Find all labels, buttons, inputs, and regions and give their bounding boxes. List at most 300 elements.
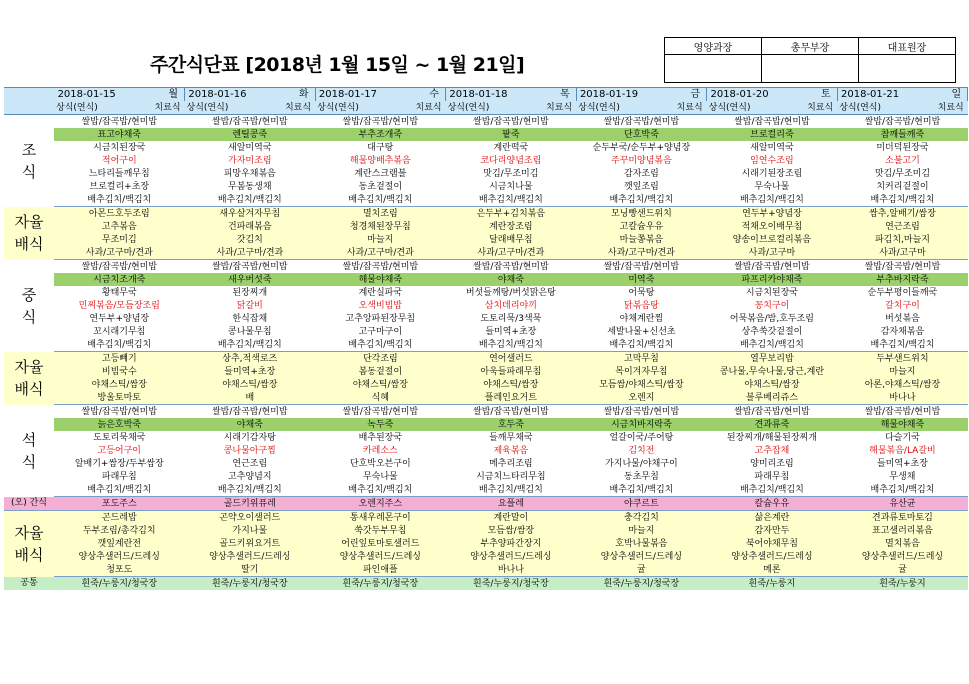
dinner-item: 늙은호박죽 [54, 418, 185, 431]
breakfast-item: 계란스크램블 [315, 167, 446, 180]
lunch-item: 민찌볶음/모듬장조림 [54, 299, 185, 312]
therapy-diet-label: 치료식 [511, 101, 576, 115]
snack1-item: 은두부+김치볶음 [446, 207, 577, 221]
common-item: 흰죽/누룽지/청국장 [315, 577, 446, 591]
breakfast-item: 렌틸콩죽 [185, 128, 316, 141]
snack1-item: 양송이브로컬리볶음 [707, 233, 838, 246]
therapy-diet-label: 치료식 [902, 101, 967, 115]
breakfast-row [4, 128, 968, 141]
dinner-item: 시금치느타리무침 [446, 470, 577, 483]
dinner-item: 해물볶음/LA갈비 [837, 444, 968, 457]
snack3-item: 청포도 [54, 563, 185, 577]
dinner-item: 연근조림 [185, 457, 316, 470]
lunch-item: 닭갈비 [185, 299, 316, 312]
dinner-item: 카레소스 [315, 444, 446, 457]
snack2-item: 비빔국수 [54, 365, 185, 378]
day-date: 2018-01-20 [707, 88, 772, 102]
breakfast-item: 쌀밥/잡곡밥/현미밥 [446, 115, 577, 129]
dinner-item: 동초무침 [576, 470, 707, 483]
day-of-week: 일 [902, 88, 967, 102]
dinner-row [4, 483, 968, 497]
dinner-item: 쌀밥/잡곡밥/현미밥 [837, 405, 968, 419]
dinner-row [4, 418, 968, 431]
snack1-item: 사과/고구마 [707, 246, 838, 260]
snack1-item: 달래배무침 [446, 233, 577, 246]
snack3-item: 호박나물볶음 [576, 537, 707, 550]
regular-diet-label: 상식(연식) [576, 101, 641, 115]
snack1-item: 고칼슘우유 [576, 220, 707, 233]
lunch-row [4, 286, 968, 299]
breakfast-item: 참깨들깨죽 [837, 128, 968, 141]
snack2-item: 두부샌드위치 [837, 352, 968, 366]
day-date: 2018-01-21 [837, 88, 902, 102]
snack3-item: 충각김치 [576, 511, 707, 525]
afternoon-item: 골드키위퓨레 [185, 497, 316, 511]
snack3-item: 파인애플 [315, 563, 446, 577]
corner-cell [4, 101, 54, 115]
breakfast-row [4, 154, 968, 167]
dinner-item: 무생채 [837, 470, 968, 483]
snack3-item: 모듬쌈/쌈장 [446, 524, 577, 537]
breakfast-item: 팥죽 [446, 128, 577, 141]
lunch-label: 중 식 [4, 260, 54, 352]
lunch-item: 황태무국 [54, 286, 185, 299]
snack1-row [4, 220, 968, 233]
snack2-item: 야채스틱/쌈장 [315, 378, 446, 391]
breakfast-label: 조 식 [4, 115, 54, 207]
snack2-row [4, 391, 968, 405]
approval-label: 대표원장 [859, 38, 956, 55]
dinner-item: 고등어구이 [54, 444, 185, 457]
snack2-item: 아론,야채스틱/쌈장 [837, 378, 968, 391]
diet-type-row [4, 101, 968, 115]
snack2-item: 바나나 [837, 391, 968, 405]
snack2-item: 야채스틱/쌈장 [54, 378, 185, 391]
approval-box [664, 37, 956, 83]
therapy-diet-label: 치료식 [119, 101, 184, 115]
breakfast-item: 임연수조림 [707, 154, 838, 167]
dinner-item: 배추김치/백김치 [576, 483, 707, 497]
lunch-item: 시금치조개죽 [54, 273, 185, 286]
breakfast-item: 순두부국/순두부+양념장 [576, 141, 707, 154]
day-date: 2018-01-16 [185, 88, 250, 102]
lunch-item: 배추김치/백김치 [185, 338, 316, 352]
day-date: 2018-01-18 [446, 88, 511, 102]
dinner-item: 콩나물아구찜 [185, 444, 316, 457]
snack3-item: 딸기 [185, 563, 316, 577]
snack3-item: 곤약오이샐러드 [185, 511, 316, 525]
dinner-item: 시래기감자탕 [185, 431, 316, 444]
breakfast-item: 쌀밥/잡곡밥/현미밥 [707, 115, 838, 129]
snack2-item: 고막무침 [576, 352, 707, 366]
day-of-week: 금 [641, 88, 706, 102]
menu-table [4, 87, 968, 590]
dinner-label: 석 식 [4, 405, 54, 497]
snack3-row [4, 524, 968, 537]
breakfast-item: 감자조림 [576, 167, 707, 180]
therapy-diet-label: 치료식 [380, 101, 445, 115]
page-title: 주간식단표 [2018년 1월 15일 ~ 1월 21일] [150, 54, 525, 76]
lunch-row [4, 260, 968, 274]
lunch-item: 배추김치/백김치 [837, 338, 968, 352]
dinner-item: 양미리조림 [707, 457, 838, 470]
dinner-row [4, 431, 968, 444]
dinner-item: 도토리묵채국 [54, 431, 185, 444]
dinner-item: 배추된장국 [315, 431, 446, 444]
dinner-item: 배추김치/백김치 [707, 483, 838, 497]
dinner-item: 메추리조림 [446, 457, 577, 470]
breakfast-item: 배추김치/백김치 [446, 193, 577, 207]
breakfast-item: 새알미역국 [707, 141, 838, 154]
lunch-item: 순두부평이들깨국 [837, 286, 968, 299]
breakfast-item: 느타리들깨무침 [54, 167, 185, 180]
snack3-item: 어린잎토마토샐러드 [315, 537, 446, 550]
snack3-item: 견과류토마토김 [837, 511, 968, 525]
common-label: 공통 [4, 577, 54, 591]
snack1-item: 무조미김 [54, 233, 185, 246]
dinner-item: 고추잡채 [707, 444, 838, 457]
snack1-label: 자율 배식 [4, 207, 54, 260]
breakfast-item: 배추김치/백김치 [837, 193, 968, 207]
snack2-item: 상추,적색로즈 [185, 352, 316, 366]
snack1-item: 파김치,마늘지 [837, 233, 968, 246]
breakfast-item: 쌀밥/잡곡밥/현미밥 [185, 115, 316, 129]
breakfast-item: 깻잎조림 [576, 180, 707, 193]
snack1-item: 사과/고구마/견과 [185, 246, 316, 260]
snack3-item: 계란말이 [446, 511, 577, 525]
snack3-item: 감자만두 [707, 524, 838, 537]
day-date: 2018-01-15 [54, 88, 119, 102]
breakfast-item: 브로컬리+초장 [54, 180, 185, 193]
lunch-item: 배추김치/백김치 [446, 338, 577, 352]
snack1-item: 새우살겨자무침 [185, 207, 316, 221]
snack3-item: 양상추샐러드/드레싱 [707, 550, 838, 563]
approval-sign-cell[interactable] [859, 55, 956, 83]
dinner-item: 야채죽 [185, 418, 316, 431]
snack1-item: 사과/고구마 [837, 246, 968, 260]
snack3-item: 양상추샐러드/드레싱 [837, 550, 968, 563]
breakfast-item: 맛김/무조미김 [837, 167, 968, 180]
lunch-item: 쌀밥/잡곡밥/현미밥 [707, 260, 838, 274]
snack2-item: 아욱들파래무침 [446, 365, 577, 378]
lunch-item: 들미역+초장 [446, 325, 577, 338]
snack3-item: 가지나물 [185, 524, 316, 537]
breakfast-item: 치커리겉절이 [837, 180, 968, 193]
dinner-item: 배추김치/백김치 [185, 483, 316, 497]
afternoon-item: 요플레 [446, 497, 577, 511]
common-item: 흰죽/누룽지/청국장 [576, 577, 707, 591]
snack3-row [4, 511, 968, 525]
dinner-item: 얼갈이국/주어탕 [576, 431, 707, 444]
dinner-item: 호두죽 [446, 418, 577, 431]
approval-label: 영양과장 [665, 38, 762, 55]
regular-diet-label: 상식(연식) [707, 101, 772, 115]
snack3-item: 양상추샐러드/드레싱 [576, 550, 707, 563]
snack3-item: 양상추샐러드/드레싱 [185, 550, 316, 563]
approval-label: 총무부장 [762, 38, 859, 55]
snack2-row [4, 352, 968, 366]
breakfast-item: 주꾸미양념볶음 [576, 154, 707, 167]
day-of-week: 목 [511, 88, 576, 102]
approval-sign-cell[interactable] [762, 55, 859, 83]
dinner-item: 가지나물/야채구이 [576, 457, 707, 470]
corner-cell [4, 88, 54, 102]
regular-diet-label: 상식(연식) [54, 101, 119, 115]
lunch-item: 고추앙파된장무침 [315, 312, 446, 325]
dinner-item: 견과류죽 [707, 418, 838, 431]
snack2-item: 들미역+초장 [185, 365, 316, 378]
lunch-item: 해물야채죽 [315, 273, 446, 286]
lunch-item: 된장찌개 [185, 286, 316, 299]
breakfast-item: 소불고기 [837, 154, 968, 167]
snack2-item: 마늘지 [837, 365, 968, 378]
common-item: 흰죽/누룽지 [707, 577, 838, 591]
regular-diet-label: 상식(연식) [446, 101, 511, 115]
snack3-item: 귤 [837, 563, 968, 577]
lunch-item: 한식잡채 [185, 312, 316, 325]
lunch-item: 배추김치/백김치 [576, 338, 707, 352]
breakfast-item: 맛김/무조미김 [446, 167, 577, 180]
day-date: 2018-01-17 [315, 88, 380, 102]
snack2-item: 단각조림 [315, 352, 446, 366]
afternoon-item: 유산균 [837, 497, 968, 511]
snack3-item: 귤 [576, 563, 707, 577]
lunch-item: 버섯볶음 [837, 312, 968, 325]
snack3-item: 메론 [707, 563, 838, 577]
snack2-item: 연어샐러드 [446, 352, 577, 366]
lunch-item: 삼치데리야끼 [446, 299, 577, 312]
lunch-item: 부추바지락죽 [837, 273, 968, 286]
dinner-item: 쌀밥/잡곡밥/현미밥 [315, 405, 446, 419]
snack1-item: 계란장조림 [446, 220, 577, 233]
snack1-item: 갓김치 [185, 233, 316, 246]
dinner-item: 시금치바지락죽 [576, 418, 707, 431]
lunch-item: 미역죽 [576, 273, 707, 286]
breakfast-item: 브로컬리죽 [707, 128, 838, 141]
lunch-item: 야채계란찜 [576, 312, 707, 325]
dinner-item: 김치전 [576, 444, 707, 457]
lunch-row [4, 325, 968, 338]
lunch-item: 감자채볶음 [837, 325, 968, 338]
afternoon-item: 야쿠르트 [576, 497, 707, 511]
lunch-item: 쌀밥/잡곡밥/현미밥 [185, 260, 316, 274]
snack3-item: 두부조림/총각김치 [54, 524, 185, 537]
snack2-row [4, 378, 968, 391]
breakfast-item: 쌀밥/잡곡밥/현미밥 [837, 115, 968, 129]
snack2-item: 모듬쌈/야채스틱/쌈장 [576, 378, 707, 391]
breakfast-item: 대구탕 [315, 141, 446, 154]
dinner-item: 알배기+쌈장/두부쌈장 [54, 457, 185, 470]
lunch-item: 세발나물+신선초 [576, 325, 707, 338]
snack1-item: 멸치조림 [315, 207, 446, 221]
snack3-item: 마늘지 [576, 524, 707, 537]
common-item: 흰죽/누룽지/청국장 [446, 577, 577, 591]
dinner-item: 파래무침 [54, 470, 185, 483]
date-header-row [4, 88, 968, 102]
lunch-row [4, 312, 968, 325]
dinner-item: 무숙나물 [315, 470, 446, 483]
lunch-item: 새우버섯죽 [185, 273, 316, 286]
breakfast-item: 코다리양념조림 [446, 154, 577, 167]
snack2-item: 야채스틱/쌈장 [446, 378, 577, 391]
snack2-item: 오렌지 [576, 391, 707, 405]
lunch-item: 파프리카야채죽 [707, 273, 838, 286]
snack1-row [4, 233, 968, 246]
breakfast-item: 표고야채죽 [54, 128, 185, 141]
lunch-item: 쌀밥/잡곡밥/현미밥 [446, 260, 577, 274]
breakfast-item: 시금치된장국 [54, 141, 185, 154]
snack1-item: 사과/고구마/견과 [54, 246, 185, 260]
lunch-item: 상추쑥갓겉절이 [707, 325, 838, 338]
breakfast-item: 미더덕된장국 [837, 141, 968, 154]
breakfast-item: 배추김치/백김치 [54, 193, 185, 207]
dinner-item: 배추김치/백김치 [315, 483, 446, 497]
dinner-item: 된장찌개/해물된장찌개 [707, 431, 838, 444]
lunch-item: 꼬시래기무침 [54, 325, 185, 338]
afternoon-item: 칼슘우유 [707, 497, 838, 511]
lunch-item: 꽁치구이 [707, 299, 838, 312]
breakfast-item: 쌀밥/잡곡밥/현미밥 [54, 115, 185, 129]
dinner-item: 쌀밥/잡곡밥/현미밥 [707, 405, 838, 419]
snack2-label: 자율 배식 [4, 352, 54, 405]
snack3-item: 양상추샐러드/드레싱 [315, 550, 446, 563]
dinner-item: 파래무침 [707, 470, 838, 483]
lunch-item: 배추김치/백김치 [707, 338, 838, 352]
snack3-label: 자율 배식 [4, 511, 54, 577]
dinner-row [4, 470, 968, 483]
lunch-item: 배추김치/백김치 [315, 338, 446, 352]
snack1-item: 고추볶음 [54, 220, 185, 233]
dinner-item: 배추김치/백김치 [837, 483, 968, 497]
common-item: 흰죽/누룽지/청국장 [54, 577, 185, 591]
breakfast-row [4, 141, 968, 154]
therapy-diet-label: 치료식 [641, 101, 706, 115]
snack3-row [4, 550, 968, 563]
snack1-row [4, 246, 968, 260]
snack3-item: 골드키위요거트 [185, 537, 316, 550]
snack2-item: 야채스틱/쌈장 [707, 378, 838, 391]
snack2-item: 방울토마토 [54, 391, 185, 405]
snack1-item: 쌈추,알배기/쌈장 [837, 207, 968, 221]
lunch-item: 쌀밥/잡곡밥/현미밥 [576, 260, 707, 274]
lunch-item: 연두부+양념장 [54, 312, 185, 325]
day-of-week: 월 [119, 88, 184, 102]
dinner-row [4, 405, 968, 419]
snack1-item: 모닝빵샌드위치 [576, 207, 707, 221]
regular-diet-label: 상식(연식) [837, 101, 902, 115]
snack2-row [4, 365, 968, 378]
lunch-item: 콩나물무침 [185, 325, 316, 338]
lunch-row [4, 338, 968, 352]
snack1-item: 건파래볶음 [185, 220, 316, 233]
breakfast-item: 가자미조림 [185, 154, 316, 167]
breakfast-item: 쌀밥/잡곡밥/현미밥 [576, 115, 707, 129]
lunch-item: 닭볶음탕 [576, 299, 707, 312]
snack1-item: 마늘지 [315, 233, 446, 246]
snack2-item: 플레인요거트 [446, 391, 577, 405]
snack3-row [4, 563, 968, 577]
dinner-item: 해물야채죽 [837, 418, 968, 431]
breakfast-item: 무숙나물 [707, 180, 838, 193]
lunch-row [4, 273, 968, 286]
lunch-item: 도토리묵/3색묵 [446, 312, 577, 325]
breakfast-row [4, 193, 968, 207]
snack2-item: 블루베리쥬스 [707, 391, 838, 405]
regular-diet-label: 상식(연식) [315, 101, 380, 115]
lunch-item: 계란실파국 [315, 286, 446, 299]
snack1-row [4, 207, 968, 221]
dinner-item: 고추양념지 [185, 470, 316, 483]
snack3-item: 삶은계란 [707, 511, 838, 525]
lunch-item: 배추김치/백김치 [54, 338, 185, 352]
breakfast-item: 새알미역국 [185, 141, 316, 154]
dinner-item: 제육볶음 [446, 444, 577, 457]
snack2-item: 고등빼기 [54, 352, 185, 366]
breakfast-row [4, 167, 968, 180]
snack3-row [4, 537, 968, 550]
snack2-item: 목이겨자무침 [576, 365, 707, 378]
breakfast-item: 적어구이 [54, 154, 185, 167]
snack3-item: 멸치볶음 [837, 537, 968, 550]
common-row [4, 577, 968, 591]
breakfast-item: 배추김치/백김치 [185, 193, 316, 207]
therapy-diet-label: 치료식 [772, 101, 837, 115]
breakfast-item: 시래기된장조림 [707, 167, 838, 180]
regular-diet-label: 상식(연식) [185, 101, 250, 115]
snack3-item: 북어야채무침 [707, 537, 838, 550]
snack3-item: 곤드레밥 [54, 511, 185, 525]
breakfast-item: 동초겉절이 [315, 180, 446, 193]
snack3-item: 표고샐러리볶음 [837, 524, 968, 537]
dinner-row [4, 457, 968, 470]
dinner-item: 배추김치/백김치 [446, 483, 577, 497]
day-of-week: 화 [250, 88, 315, 102]
dinner-item: 쌀밥/잡곡밥/현미밥 [576, 405, 707, 419]
snack1-item: 사과/고구마/견과 [315, 246, 446, 260]
breakfast-item: 쌀밥/잡곡밥/현미밥 [315, 115, 446, 129]
lunch-row [4, 299, 968, 312]
snack1-item: 사과/고구마/견과 [576, 246, 707, 260]
lunch-item: 고구마구이 [315, 325, 446, 338]
snack2-item: 콩나물,무숙나물,당근,계란 [707, 365, 838, 378]
snack3-item: 양상추샐러드/드레싱 [54, 550, 185, 563]
approval-sign-cell[interactable] [665, 55, 762, 83]
lunch-item: 쌀밥/잡곡밥/현미밥 [54, 260, 185, 274]
lunch-item: 시금치된장국 [707, 286, 838, 299]
dinner-item: 녹두죽 [315, 418, 446, 431]
breakfast-item: 해물양배추볶음 [315, 154, 446, 167]
day-date: 2018-01-19 [576, 88, 641, 102]
dinner-item: 배추김치/백김치 [54, 483, 185, 497]
lunch-item: 어묵볶음/밤,호두조림 [707, 312, 838, 325]
lunch-item: 쌀밥/잡곡밥/현미밥 [837, 260, 968, 274]
lunch-item: 버섯들깨탕/버섯맑은탕 [446, 286, 577, 299]
lunch-item: 어묵탕 [576, 286, 707, 299]
snack1-item: 연근조림 [837, 220, 968, 233]
dinner-item: 쌀밥/잡곡밥/현미밥 [185, 405, 316, 419]
breakfast-item: 시금치나물 [446, 180, 577, 193]
afternoon-row [4, 497, 968, 511]
snack1-item: 적채오이배무침 [707, 220, 838, 233]
dinner-item: 들깨무채국 [446, 431, 577, 444]
snack1-item: 청경채된장무침 [315, 220, 446, 233]
breakfast-item: 배추김치/백김치 [315, 193, 446, 207]
breakfast-item: 배추김치/백김치 [707, 193, 838, 207]
lunch-item: 쌀밥/잡곡밥/현미밥 [315, 260, 446, 274]
dinner-item: 쌀밥/잡곡밥/현미밥 [54, 405, 185, 419]
lunch-item: 야채죽 [446, 273, 577, 286]
breakfast-row [4, 180, 968, 193]
